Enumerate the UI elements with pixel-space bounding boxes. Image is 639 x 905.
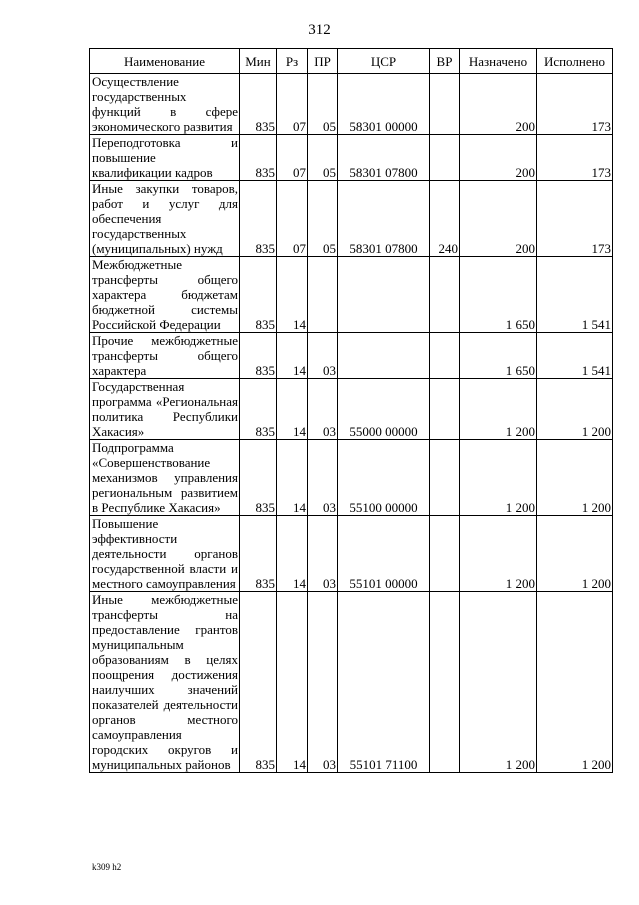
cell-name: Осуществление государственных функций в сфере экономического развития bbox=[90, 74, 240, 135]
cell-csr: 55101 71100 bbox=[338, 592, 430, 773]
table-row bbox=[90, 516, 613, 592]
cell-vr bbox=[430, 516, 460, 592]
cell-executed: 173 bbox=[537, 181, 613, 257]
table-row bbox=[90, 379, 613, 440]
cell-assigned: 200 bbox=[460, 135, 537, 181]
cell-name: Государственная программа «Региональная политика Республики Хакасия» bbox=[90, 379, 240, 440]
cell-min: 835 bbox=[240, 257, 277, 333]
table-row bbox=[90, 135, 613, 181]
cell-min: 835 bbox=[240, 379, 277, 440]
cell-pr: 03 bbox=[308, 592, 338, 773]
table-row bbox=[90, 592, 613, 773]
cell-csr bbox=[338, 257, 430, 333]
cell-vr bbox=[430, 379, 460, 440]
table-row bbox=[90, 74, 613, 135]
cell-vr bbox=[430, 135, 460, 181]
cell-executed: 173 bbox=[537, 135, 613, 181]
header-name: Наименование bbox=[90, 49, 240, 74]
table-row bbox=[90, 257, 613, 333]
cell-rz: 14 bbox=[277, 257, 308, 333]
cell-name: Иные межбюджетные трансферты на предоставление грантов муниципальным образованиям в целях поощрения достижения наилучших значений показателей деятельности органов местного самоуправления городских округов и муниципальных районов bbox=[90, 592, 240, 773]
table-row bbox=[90, 181, 613, 257]
table-row bbox=[90, 333, 613, 379]
cell-executed: 1 200 bbox=[537, 440, 613, 516]
cell-executed: 173 bbox=[537, 74, 613, 135]
cell-min: 835 bbox=[240, 74, 277, 135]
cell-assigned: 1 650 bbox=[460, 333, 537, 379]
header-pr: ПР bbox=[308, 49, 338, 74]
cell-assigned: 1 650 bbox=[460, 257, 537, 333]
cell-min: 835 bbox=[240, 333, 277, 379]
header-vr: ВР bbox=[430, 49, 460, 74]
table-row bbox=[90, 440, 613, 516]
cell-name: Переподготовка и повышение квалификации кадров bbox=[90, 135, 240, 181]
cell-pr: 03 bbox=[308, 440, 338, 516]
cell-csr: 58301 00000 bbox=[338, 74, 430, 135]
cell-csr: 58301 07800 bbox=[338, 135, 430, 181]
cell-min: 835 bbox=[240, 516, 277, 592]
header-csr: ЦСР bbox=[338, 49, 430, 74]
cell-min: 835 bbox=[240, 135, 277, 181]
cell-assigned: 1 200 bbox=[460, 440, 537, 516]
cell-pr: 05 bbox=[308, 74, 338, 135]
cell-min: 835 bbox=[240, 592, 277, 773]
budget-table bbox=[89, 48, 613, 773]
cell-rz: 07 bbox=[277, 74, 308, 135]
cell-executed: 1 541 bbox=[537, 257, 613, 333]
cell-assigned: 1 200 bbox=[460, 379, 537, 440]
cell-vr bbox=[430, 257, 460, 333]
cell-pr: 03 bbox=[308, 333, 338, 379]
header-rz: Рз bbox=[277, 49, 308, 74]
cell-name: Прочие межбюджетные трансферты общего характера bbox=[90, 333, 240, 379]
header-executed: Исполнено bbox=[537, 49, 613, 74]
cell-assigned: 200 bbox=[460, 74, 537, 135]
header-assigned: Назначено bbox=[460, 49, 537, 74]
cell-pr: 03 bbox=[308, 379, 338, 440]
cell-name: Иные закупки товаров, работ и услуг для обеспечения государственных (муниципальных) нужд bbox=[90, 181, 240, 257]
cell-assigned: 1 200 bbox=[460, 592, 537, 773]
cell-assigned: 200 bbox=[460, 181, 537, 257]
cell-rz: 14 bbox=[277, 379, 308, 440]
cell-min: 835 bbox=[240, 440, 277, 516]
cell-executed: 1 200 bbox=[537, 379, 613, 440]
header-min: Мин bbox=[240, 49, 277, 74]
cell-vr bbox=[430, 592, 460, 773]
cell-executed: 1 200 bbox=[537, 592, 613, 773]
cell-pr: 03 bbox=[308, 516, 338, 592]
cell-csr: 55100 00000 bbox=[338, 440, 430, 516]
cell-rz: 14 bbox=[277, 333, 308, 379]
cell-csr: 55000 00000 bbox=[338, 379, 430, 440]
cell-pr: 05 bbox=[308, 181, 338, 257]
page-number: 312 bbox=[308, 22, 331, 38]
cell-name: Повышение эффективности деятельности органов государственной власти и местного самоуправления bbox=[90, 516, 240, 592]
cell-pr bbox=[308, 257, 338, 333]
cell-vr bbox=[430, 74, 460, 135]
cell-rz: 14 bbox=[277, 516, 308, 592]
cell-rz: 07 bbox=[277, 181, 308, 257]
cell-assigned: 1 200 bbox=[460, 516, 537, 592]
cell-rz: 14 bbox=[277, 592, 308, 773]
cell-pr: 05 bbox=[308, 135, 338, 181]
cell-rz: 14 bbox=[277, 440, 308, 516]
cell-vr bbox=[430, 440, 460, 516]
cell-executed: 1 200 bbox=[537, 516, 613, 592]
cell-csr bbox=[338, 333, 430, 379]
table-header-row bbox=[90, 49, 613, 74]
cell-vr bbox=[430, 333, 460, 379]
cell-min: 835 bbox=[240, 181, 277, 257]
cell-csr: 55101 00000 bbox=[338, 516, 430, 592]
cell-name: Подпрограмма «Совершенствование механизмов управления региональным развитием в Республике Хакасия» bbox=[90, 440, 240, 516]
cell-rz: 07 bbox=[277, 135, 308, 181]
cell-vr: 240 bbox=[430, 181, 460, 257]
footer-code: k309 h2 bbox=[92, 862, 122, 872]
cell-name: Межбюджетные трансферты общего характера бюджетам бюджетной системы Российской Федерации bbox=[90, 257, 240, 333]
cell-executed: 1 541 bbox=[537, 333, 613, 379]
cell-csr: 58301 07800 bbox=[338, 181, 430, 257]
